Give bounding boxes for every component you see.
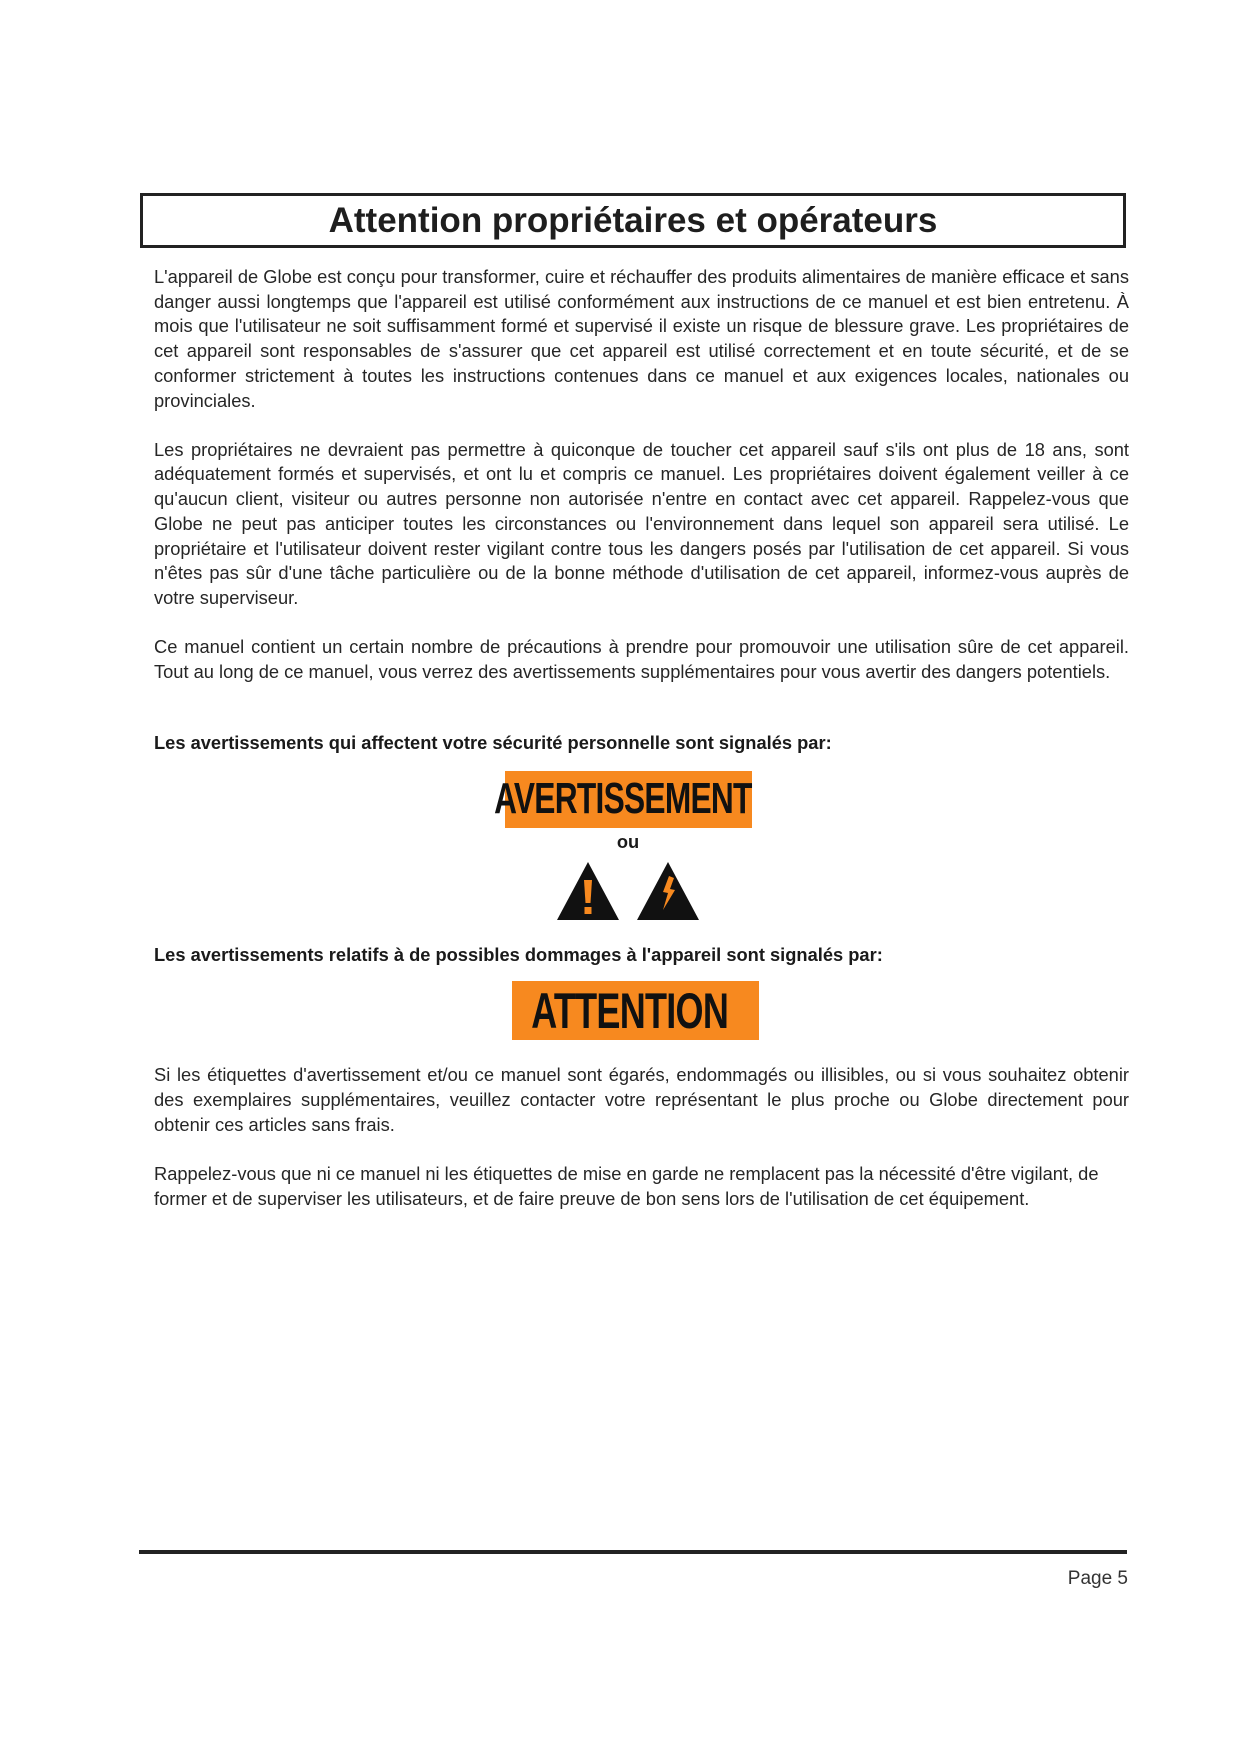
caution-sign <box>512 981 759 1040</box>
footer-rule <box>139 1550 1127 1554</box>
personal-safety-heading: Les avertissements qui affectent votre sécurité personnelle sont signalés par: <box>154 731 832 753</box>
main-content <box>154 265 1129 1211</box>
or-text: ou <box>616 831 640 853</box>
hazard-icons <box>127 860 1129 929</box>
page-number: Page 5 <box>1067 1568 1128 1589</box>
paragraph-labels: Si les étiquettes d'avertissement et/ou ce manuel sont égarés, endommagés ou illisibles, ou si vous souhaitez obtenir des exemplaires supplémentaires, veuillez contacter votre représentant le plus proche ou Globe directement pour obtenir ces articles sans frais. <box>154 1064 1129 1135</box>
paragraph-intro: L'appareil de Globe est conçu pour transformer, cuire et réchauffer des produits alimentaires de manière efficace et sans danger aussi longtemps que l'appareil est utilisé conformément aux instructions de ce manuel et est bien entretenu. À mois que l'utilisateur ne soit suffisamment formé et supervisé il existe un risque de blessure grave. Les propriétaires de cet appareil sont responsables de s'assurer que cet appareil est utilisé correctement et en toute sécurité, et de se conformer strictement à toutes les instructions contenues dans ce manuel et aux exigences locales, nationales ou provinciales. <box>154 266 1129 411</box>
paragraph-reminder: Rappelez-vous que ni ce manuel ni les étiquettes de mise en garde ne remplacent pas la nécessité d'être vigilant, de former et de superviser les utilisateurs, et de faire preuve de bon sens lors de l'utilisation de cet équipement. <box>154 1162 1099 1209</box>
title-box <box>140 193 1126 248</box>
paragraph-owners: Les propriétaires ne devraient pas permettre à quiconque de toucher cet appareil sauf s'ils ont plus de 18 ans, sont adéquatement formés et supervisés, et ont lu et compris ce manuel. Les propriétaires doivent également veiller à ce qu'aucun client, visiteur ou autres personne non autorisée n'entre en contact avec cet appareil. Rappelez-vous que Globe ne peut pas anticiper toutes les circonstances ou l'environnement dans lequel son appareil sera utilisé. Le propriétaire et l'utilisateur doivent rester vigilant contre tous les dangers posés par l'utilisation de cet appareil. Si vous n'êtes pas sûr d'une tâche particulière ou de la bonne méthode d'utilisation de cet appareil, informez-vous auprès de votre superviseur. <box>154 438 1129 608</box>
electric-hazard-icon <box>635 860 701 922</box>
equipment-damage-heading: Les avertissements relatifs à de possibles dommages à l'appareil sont signalés par: <box>154 943 883 965</box>
caution-label: ATTENTION <box>531 982 728 1039</box>
warning-label: AVERTISSEMENT <box>494 774 752 824</box>
exclamation-hazard-icon <box>555 860 621 922</box>
paragraph-precautions: Ce manuel contient un certain nombre de précautions à prendre pour promouvoir une utilisation sûre de cet appareil. Tout au long de ce manuel, vous verrez des avertissements supplémentaires pour vous avertir des dangers potentiels. <box>154 636 1129 682</box>
page-title: Attention propriétaires et opérateurs <box>328 200 938 240</box>
warning-sign <box>494 771 752 828</box>
